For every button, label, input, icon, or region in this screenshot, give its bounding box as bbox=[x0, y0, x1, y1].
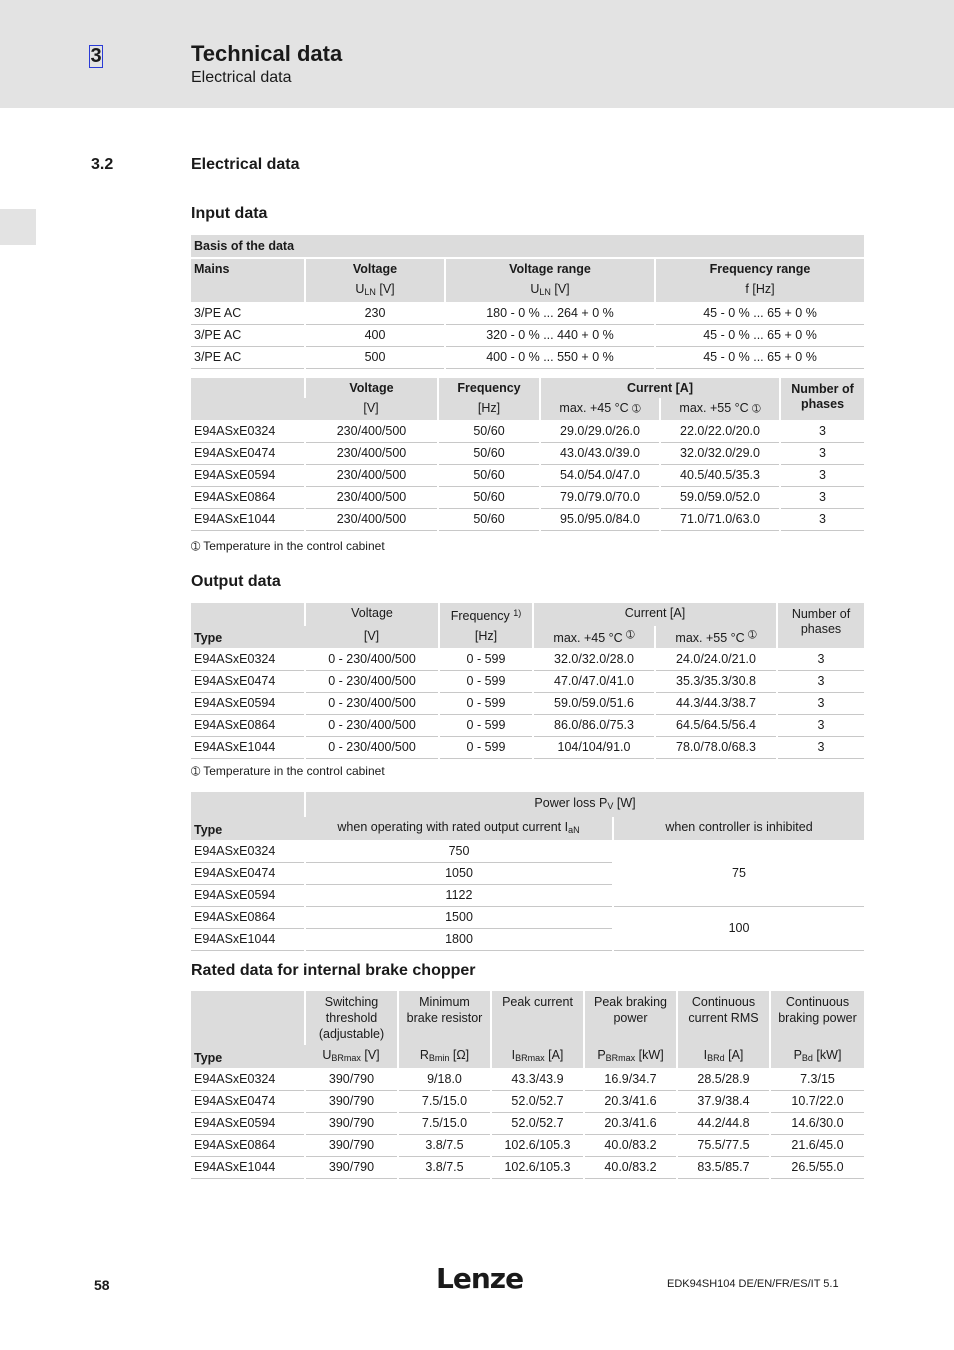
col-symbol: $I_{BRd}$ [A] bbox=[677, 1045, 770, 1068]
table-cell: 3 bbox=[780, 486, 864, 508]
col-symbol: $I_{BRmax}$ [A] bbox=[491, 1045, 584, 1068]
table-cell: 3 bbox=[777, 714, 864, 736]
table-cell: 3 bbox=[780, 442, 864, 464]
table-cell: 37.9/38.4 bbox=[677, 1090, 770, 1112]
table-cell: 22.0/22.0/20.0 bbox=[660, 420, 780, 442]
table-cell: 230/400/500 bbox=[305, 508, 438, 530]
row-label: E94ASxE1044 bbox=[191, 508, 305, 530]
unit-voltage-range: $U_{LN}$ [V] bbox=[445, 279, 655, 302]
col-symbol: $R_{Bmin}$ [Ω] bbox=[398, 1045, 491, 1068]
table-cell: 3 bbox=[777, 670, 864, 692]
table-cell: 180 - 0 % ... 264 + 0 % bbox=[445, 302, 655, 324]
table-cell: 0 - 230/400/500 bbox=[305, 692, 439, 714]
col-max45: max. +45 °C ➀ bbox=[540, 398, 660, 420]
table-cell: 59.0/59.0/51.6 bbox=[533, 692, 655, 714]
inhibited-value: 75 bbox=[613, 840, 864, 906]
row-label: E94ASxE1044 bbox=[191, 736, 305, 758]
table-row bbox=[191, 670, 864, 692]
table-cell: 50/60 bbox=[438, 508, 540, 530]
table-cell: 20.3/41.6 bbox=[584, 1090, 677, 1112]
table-cell: 71.0/71.0/63.0 bbox=[660, 508, 780, 530]
table-cell: 45 - 0 % ... 65 + 0 % bbox=[655, 346, 864, 368]
col-max55: max. +55 °C $^➀$ bbox=[655, 626, 777, 648]
table-cell: 3 bbox=[780, 420, 864, 442]
table-cell: 3 bbox=[780, 464, 864, 486]
table-cell: 79.0/79.0/70.0 bbox=[540, 486, 660, 508]
table-row bbox=[191, 442, 864, 464]
table-cell: 64.5/64.5/56.4 bbox=[655, 714, 777, 736]
brake-chopper-body bbox=[191, 1068, 864, 1178]
output-ratings-table bbox=[191, 603, 864, 759]
table-cell: 21.6/45.0 bbox=[770, 1134, 864, 1156]
row-label: E94ASxE1044 bbox=[191, 928, 305, 950]
row-label: E94ASxE0864 bbox=[191, 906, 305, 928]
brake-chopper-heading: Rated data for internal brake chopper bbox=[191, 962, 476, 979]
table-cell: 9/18.0 bbox=[398, 1068, 491, 1090]
table-cell: 28.5/28.9 bbox=[677, 1068, 770, 1090]
table-cell: 29.0/29.0/26.0 bbox=[540, 420, 660, 442]
row-label: E94ASxE0474 bbox=[191, 442, 305, 464]
section-title: Electrical data bbox=[191, 156, 300, 173]
table-cell: 390/790 bbox=[305, 1112, 398, 1134]
col-header: Peak current bbox=[491, 991, 584, 1045]
table-cell: 400 bbox=[305, 324, 445, 346]
chapter-side-tab bbox=[0, 209, 36, 245]
table-cell: 40.0/83.2 bbox=[584, 1156, 677, 1178]
col-frequency: Frequency bbox=[438, 378, 540, 398]
table-cell: 3 bbox=[777, 692, 864, 714]
row-label: 3/PE AC bbox=[191, 324, 305, 346]
col-symbol: $U_{BRmax}$ [V] bbox=[305, 1045, 398, 1068]
col-voltage: Voltage bbox=[305, 258, 445, 279]
table-cell: 0 - 230/400/500 bbox=[305, 714, 439, 736]
table-cell: 43.0/43.0/39.0 bbox=[540, 442, 660, 464]
table-row bbox=[191, 648, 864, 670]
table-cell: 44.2/44.8 bbox=[677, 1112, 770, 1134]
table-cell: 0 - 599 bbox=[439, 648, 533, 670]
table-cell: 14.6/30.0 bbox=[770, 1112, 864, 1134]
table-row bbox=[191, 1156, 864, 1178]
table-cell: 24.0/24.0/21.0 bbox=[655, 648, 777, 670]
table-cell: 390/790 bbox=[305, 1134, 398, 1156]
table-cell: 0 - 599 bbox=[439, 736, 533, 758]
section-number: 3.2 bbox=[91, 156, 114, 173]
row-label: E94ASxE0324 bbox=[191, 648, 305, 670]
table-cell: 104/104/91.0 bbox=[533, 736, 655, 758]
col-voltage-range: Voltage range bbox=[445, 258, 655, 279]
table-cell: 7.5/15.0 bbox=[398, 1112, 491, 1134]
table-cell: 1050 bbox=[305, 862, 613, 884]
row-label: 3/PE AC bbox=[191, 302, 305, 324]
table-row bbox=[191, 840, 864, 862]
table-cell: 50/60 bbox=[438, 420, 540, 442]
col-max45: max. +45 °C $^➀$ bbox=[533, 626, 655, 648]
table-cell: 3.8/7.5 bbox=[398, 1156, 491, 1178]
table-row bbox=[191, 714, 864, 736]
table-cell: 59.0/59.0/52.0 bbox=[660, 486, 780, 508]
page-number: 58 bbox=[94, 1277, 110, 1293]
table-cell: 0 - 230/400/500 bbox=[305, 670, 439, 692]
lenze-logo: Lenze bbox=[436, 1262, 524, 1295]
table-cell: 32.0/32.0/28.0 bbox=[533, 648, 655, 670]
table-cell: 1800 bbox=[305, 928, 613, 950]
row-label: E94ASxE0324 bbox=[191, 840, 305, 862]
table-cell: 230/400/500 bbox=[305, 420, 438, 442]
table-cell: 47.0/47.0/41.0 bbox=[533, 670, 655, 692]
col-symbol: $P_{BRmax}$ [kW] bbox=[584, 1045, 677, 1068]
table-cell: 32.0/32.0/29.0 bbox=[660, 442, 780, 464]
table-cell: 0 - 599 bbox=[439, 670, 533, 692]
table-cell: 10.7/22.0 bbox=[770, 1090, 864, 1112]
power-loss-table bbox=[191, 792, 864, 951]
col-phases: Number of phases bbox=[780, 378, 864, 420]
table-row bbox=[191, 1112, 864, 1134]
power-loss-body bbox=[191, 840, 864, 950]
table-row bbox=[191, 302, 864, 324]
col-voltage: Voltage bbox=[305, 378, 438, 398]
table-row bbox=[191, 1090, 864, 1112]
table-cell: 75.5/77.5 bbox=[677, 1134, 770, 1156]
col-header: Minimum brake resistor bbox=[398, 991, 491, 1045]
table-cell: 16.9/34.7 bbox=[584, 1068, 677, 1090]
input-basis-table bbox=[191, 235, 864, 369]
col-current: Current [A] bbox=[533, 603, 777, 626]
col-frequency-range: Frequency range bbox=[655, 258, 864, 279]
table-cell: 0 - 230/400/500 bbox=[305, 648, 439, 670]
row-label: E94ASxE0474 bbox=[191, 1090, 305, 1112]
basis-table-body bbox=[191, 302, 864, 368]
col-current: Current [A] bbox=[540, 378, 780, 398]
row-label: E94ASxE0864 bbox=[191, 1134, 305, 1156]
table-row bbox=[191, 346, 864, 368]
table-cell: 3.8/7.5 bbox=[398, 1134, 491, 1156]
col-header: Peak braking power bbox=[584, 991, 677, 1045]
table-cell: 320 - 0 % ... 440 + 0 % bbox=[445, 324, 655, 346]
table-cell: 3 bbox=[780, 508, 864, 530]
chapter-number[interactable]: 3 bbox=[90, 45, 102, 67]
input-ratings-body bbox=[191, 420, 864, 530]
table-cell: 95.0/95.0/84.0 bbox=[540, 508, 660, 530]
col-type: Type bbox=[191, 991, 305, 1068]
col-voltage: Voltage bbox=[305, 603, 439, 626]
input-ratings-table bbox=[191, 378, 864, 531]
table-cell: 1500 bbox=[305, 906, 613, 928]
table-cell: 50/60 bbox=[438, 486, 540, 508]
table-cell: 45 - 0 % ... 65 + 0 % bbox=[655, 302, 864, 324]
table-row bbox=[191, 508, 864, 530]
table-cell: 390/790 bbox=[305, 1090, 398, 1112]
page-subtitle: Electrical data bbox=[191, 69, 292, 86]
table-cell: 390/790 bbox=[305, 1156, 398, 1178]
unit-voltage: [V] bbox=[305, 398, 438, 420]
col-frequency: Frequency $^{1)}$ bbox=[439, 603, 533, 626]
document-id: EDK94SH104 DE/EN/FR/ES/IT 5.1 bbox=[667, 1278, 839, 1290]
table-cell: 390/790 bbox=[305, 1068, 398, 1090]
basis-caption: Basis of the data bbox=[191, 235, 864, 258]
col-operating: when operating with rated output current $I_{aN}$ bbox=[305, 817, 613, 840]
table-cell: 400 - 0 % ... 550 + 0 % bbox=[445, 346, 655, 368]
row-label: E94ASxE0594 bbox=[191, 464, 305, 486]
input-footnote: ➀ Temperature in the control cabinet bbox=[191, 539, 385, 553]
table-cell: 26.5/55.0 bbox=[770, 1156, 864, 1178]
col-inhibited: when controller is inhibited bbox=[613, 817, 864, 840]
table-row bbox=[191, 464, 864, 486]
table-cell: 230/400/500 bbox=[305, 442, 438, 464]
row-label: E94ASxE0474 bbox=[191, 862, 305, 884]
col-mains: Mains bbox=[191, 258, 305, 279]
table-row bbox=[191, 324, 864, 346]
input-data-heading: Input data bbox=[191, 205, 268, 222]
col-header: Continuous braking power bbox=[770, 991, 864, 1045]
col-max55: max. +55 °C ➀ bbox=[660, 398, 780, 420]
output-data-heading: Output data bbox=[191, 573, 281, 590]
row-label: 3/PE AC bbox=[191, 346, 305, 368]
table-cell: 40.0/83.2 bbox=[584, 1134, 677, 1156]
table-row bbox=[191, 906, 864, 928]
row-label: E94ASxE0324 bbox=[191, 1068, 305, 1090]
col-header: Continuous current RMS bbox=[677, 991, 770, 1045]
table-cell: 78.0/78.0/68.3 bbox=[655, 736, 777, 758]
row-label: E94ASxE0324 bbox=[191, 420, 305, 442]
row-label: E94ASxE0594 bbox=[191, 692, 305, 714]
col-phases: Number of phases bbox=[777, 603, 864, 648]
table-cell: 750 bbox=[305, 840, 613, 862]
col-header: Switching threshold (adjustable) bbox=[305, 991, 398, 1045]
table-cell: 7.3/15 bbox=[770, 1068, 864, 1090]
table-cell: 86.0/86.0/75.3 bbox=[533, 714, 655, 736]
table-cell: 230 bbox=[305, 302, 445, 324]
row-label: E94ASxE0864 bbox=[191, 714, 305, 736]
table-cell: 52.0/52.7 bbox=[491, 1112, 584, 1134]
power-loss-title: Power loss $P_V$ [W] bbox=[305, 792, 864, 817]
table-cell: 54.0/54.0/47.0 bbox=[540, 464, 660, 486]
row-label: E94ASxE1044 bbox=[191, 1156, 305, 1178]
table-cell: 40.5/40.5/35.3 bbox=[660, 464, 780, 486]
table-cell: 230/400/500 bbox=[305, 464, 438, 486]
table-cell: 0 - 599 bbox=[439, 692, 533, 714]
table-cell: 500 bbox=[305, 346, 445, 368]
table-cell: 45 - 0 % ... 65 + 0 % bbox=[655, 324, 864, 346]
table-row bbox=[191, 420, 864, 442]
table-cell: 0 - 599 bbox=[439, 714, 533, 736]
table-cell: 43.3/43.9 bbox=[491, 1068, 584, 1090]
table-cell: 102.6/105.3 bbox=[491, 1134, 584, 1156]
table-row bbox=[191, 486, 864, 508]
table-cell: 44.3/44.3/38.7 bbox=[655, 692, 777, 714]
table-cell: 3 bbox=[777, 736, 864, 758]
table-row bbox=[191, 692, 864, 714]
table-row bbox=[191, 1134, 864, 1156]
table-cell: 230/400/500 bbox=[305, 486, 438, 508]
page-title: Technical data bbox=[191, 41, 343, 66]
table-cell: 102.6/105.3 bbox=[491, 1156, 584, 1178]
row-label: E94ASxE0594 bbox=[191, 1112, 305, 1134]
table-cell: 83.5/85.7 bbox=[677, 1156, 770, 1178]
table-cell: 35.3/35.3/30.8 bbox=[655, 670, 777, 692]
col-type: Type bbox=[191, 603, 305, 648]
table-cell: 20.3/41.6 bbox=[584, 1112, 677, 1134]
output-ratings-body bbox=[191, 648, 864, 758]
table-cell: 50/60 bbox=[438, 442, 540, 464]
table-row bbox=[191, 1068, 864, 1090]
table-cell: 50/60 bbox=[438, 464, 540, 486]
unit-frequency: [Hz] bbox=[438, 398, 540, 420]
table-cell: 7.5/15.0 bbox=[398, 1090, 491, 1112]
col-symbol: $P_{Bd}$ [kW] bbox=[770, 1045, 864, 1068]
row-label: E94ASxE0474 bbox=[191, 670, 305, 692]
brake-chopper-table bbox=[191, 991, 864, 1179]
unit-voltage: [V] bbox=[305, 626, 439, 648]
col-type: Type bbox=[191, 792, 305, 840]
unit-voltage: $U_{LN}$ [V] bbox=[305, 279, 445, 302]
row-label: E94ASxE0594 bbox=[191, 884, 305, 906]
table-row bbox=[191, 736, 864, 758]
row-label: E94ASxE0864 bbox=[191, 486, 305, 508]
table-cell: 3 bbox=[777, 648, 864, 670]
header-band bbox=[0, 0, 954, 108]
table-cell: 0 - 230/400/500 bbox=[305, 736, 439, 758]
output-footnote: ➀ Temperature in the control cabinet bbox=[191, 764, 385, 778]
unit-frequency: f [Hz] bbox=[655, 279, 864, 302]
unit-frequency: [Hz] bbox=[439, 626, 533, 648]
table-cell: 1122 bbox=[305, 884, 613, 906]
table-cell: 52.0/52.7 bbox=[491, 1090, 584, 1112]
inhibited-value: 100 bbox=[613, 906, 864, 950]
